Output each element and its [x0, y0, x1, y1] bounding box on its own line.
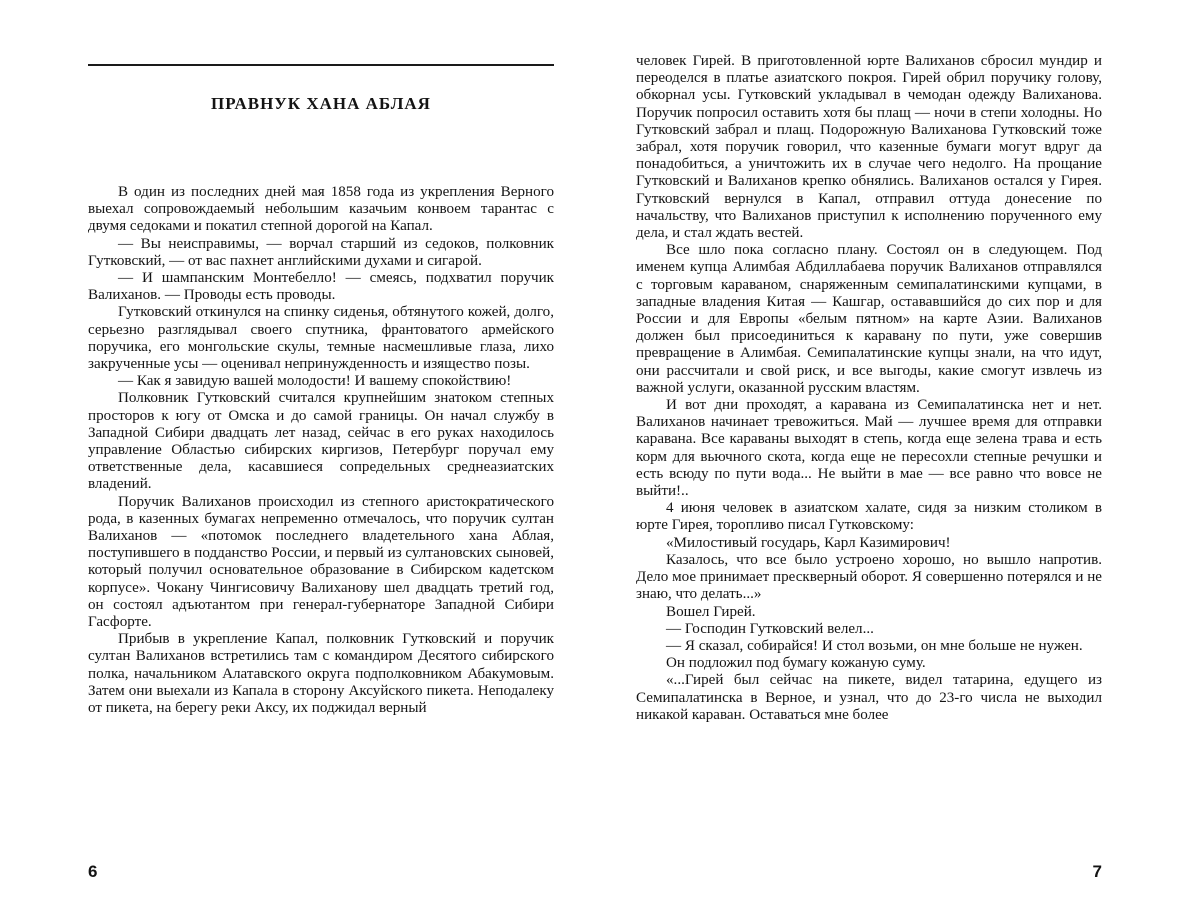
paragraph: — И шампанским Монтебелло! — смеясь, подхватил поручик Валиханов. — Проводы есть проводы.	[88, 270, 554, 304]
paragraph: — Вы неисправимы, — ворчал старший из седоков, полковник Гутковский, — от вас пахнет английскими духами и сигарой.	[88, 235, 554, 269]
paragraph: 4 июня человек в азиатском халате, сидя за низким столиком в юрте Гирея, торопливо писал Гутковскому:	[636, 500, 1102, 534]
top-rule	[88, 64, 554, 66]
right-page-text	[636, 53, 1102, 724]
paragraph: — Как я завидую вашей молодости! И вашему спокойствию!	[118, 373, 512, 390]
page-number: 7	[1092, 862, 1102, 881]
paragraph: И вот дни проходят, а каравана из Семипалатинска нет и нет. Валиханов начинает тревожиться. Май — лучшее время для отправки каравана. Все караваны выходят в степь, когда еще зелена трава и есть корм для вьючного скота, когда еще не пересохли степные речушки и есть всюду по пути вода... Не выйти в мае — все равно что вовсе не выйти!..	[636, 397, 1102, 500]
paragraph: Поручик Валиханов происходил из степного аристократического рода, в казенных бумагах непременно отмечалось, что поручик султан Валиханов — «потомок последнего владетельного хана Аблая, поступившего в подданство России, и первый из султановских сыновей, который получил основательное образование в Сибирском кадетском корпусе». Чокану Чингисовичу Валиханову шел двадцать третий год, он состоял адъютантом при генерал-губернаторе Западной Сибири Гасфорте.	[88, 493, 554, 631]
paragraph: «Милостивый государь, Карл Казимирович!	[666, 534, 951, 551]
right-page	[636, 0, 1106, 922]
paragraph: В один из последних дней мая 1858 года из укрепления Верного выехал сопровождаемый небольшим казачьим конвоем тарантас с двумя седоками и покатил степной дорогой на Капал.	[88, 184, 554, 235]
left-page-text	[88, 184, 554, 717]
page-number: 6	[88, 862, 98, 881]
paragraph: человек Гирей. В приготовленной юрте Валиханов сбросил мундир и переоделся в платье азиатского покроя. Гирей обрил поручику голову, обкорнал усы. Гутковский укладывал в чемодан одежду Валиханова. Поручик попросил оставить хотя бы плащ — ночи в степи холодны. Но Гутковский забрал и плащ. Подорожную Валиханова Гутковский тоже забрал, хотя поручик говорил, что казенные бумаги могут вдруг да понадобиться, а уничтожить их в случае чего недолго. На прощание Гутковский и Валиханов крепко обнялись. Валиханов остался у Гирея. Гутковский вернулся в Капал, отправил оттуда донесение по начальству, что Валиханов приступил к исполнению порученного ему дела, и стал ждать вестей.	[636, 53, 1102, 242]
chapter-title: ПРАВНУК ХАНА АБЛАЯ	[211, 94, 431, 113]
left-page	[88, 0, 558, 922]
paragraph: Вошел Гирей.	[666, 603, 756, 620]
paragraph: Казалось, что все было устроено хорошо, но вышло напротив. Дело мое принимает прескверный оборот. Я совершенно потерялся и не знаю, что делать...»	[636, 551, 1102, 603]
paragraph: Полковник Гутковский считался крупнейшим знатоком степных просторов к югу от Омска и до самой границы. Он начал службу в Западной Сибири двадцать лет назад, сейчас в его руках находилось управление Областью сибирских киргизов, Петербург поручал ему ответственные дела, касавшиеся сопредельных среднеазиатских владений.	[88, 390, 554, 493]
paragraph: Гутковский откинулся на спинку сиденья, обтянутого кожей, долго, серьезно разглядывал своего спутника, франтоватого армейского поручика, его монгольские скулы, темные насмешливые глаза, лихо закрученные усы — оценивал непринужденность и изящество позы.	[88, 304, 554, 373]
paragraph: — Я сказал, собирайся! И стол возьми, он мне больше не нужен.	[666, 637, 1083, 654]
paragraph: Он подложил под бумагу кожаную суму.	[666, 655, 926, 672]
paragraph: Прибыв в укрепление Капал, полковник Гутковский и поручик султан Валиханов встретились там с командиром Десятого сибирского полка, начальником Алатавского округа подполковником Абакумовым. Затем они выехали из Капала в сторону Аксуйского пикета. Неподалеку от пикета, на берегу реки Аксу, их поджидал верный	[88, 631, 554, 717]
paragraph: «...Гирей был сейчас на пикете, видел татарина, едущего из Семипалатинска в Верное, и узнал, что до 23-го числа не выходил никакой караван. Оставаться мне более	[636, 672, 1102, 723]
paragraph: — Господин Гутковский велел...	[666, 620, 874, 637]
paragraph: Все шло пока согласно плану. Состоял он в следующем. Под именем купца Алимбая Абдиллабаева поручик Валиханов отправлялся с торговым караваном, снаряженным семипалатинскими купцами, в западные владения Китая — Кашгар, остававшийся до сих пор и для России и для Европы «белым пятном» на карте Азии. Валиханов должен был присоединиться к каравану по пути, уже совершив превращение в Алимбая. Семипалатинские купцы знали, на что идут, они рассчитали и свой риск, и все выгоды, какие смогут извлечь из важной услуги, оказанной русским властям.	[636, 242, 1102, 396]
